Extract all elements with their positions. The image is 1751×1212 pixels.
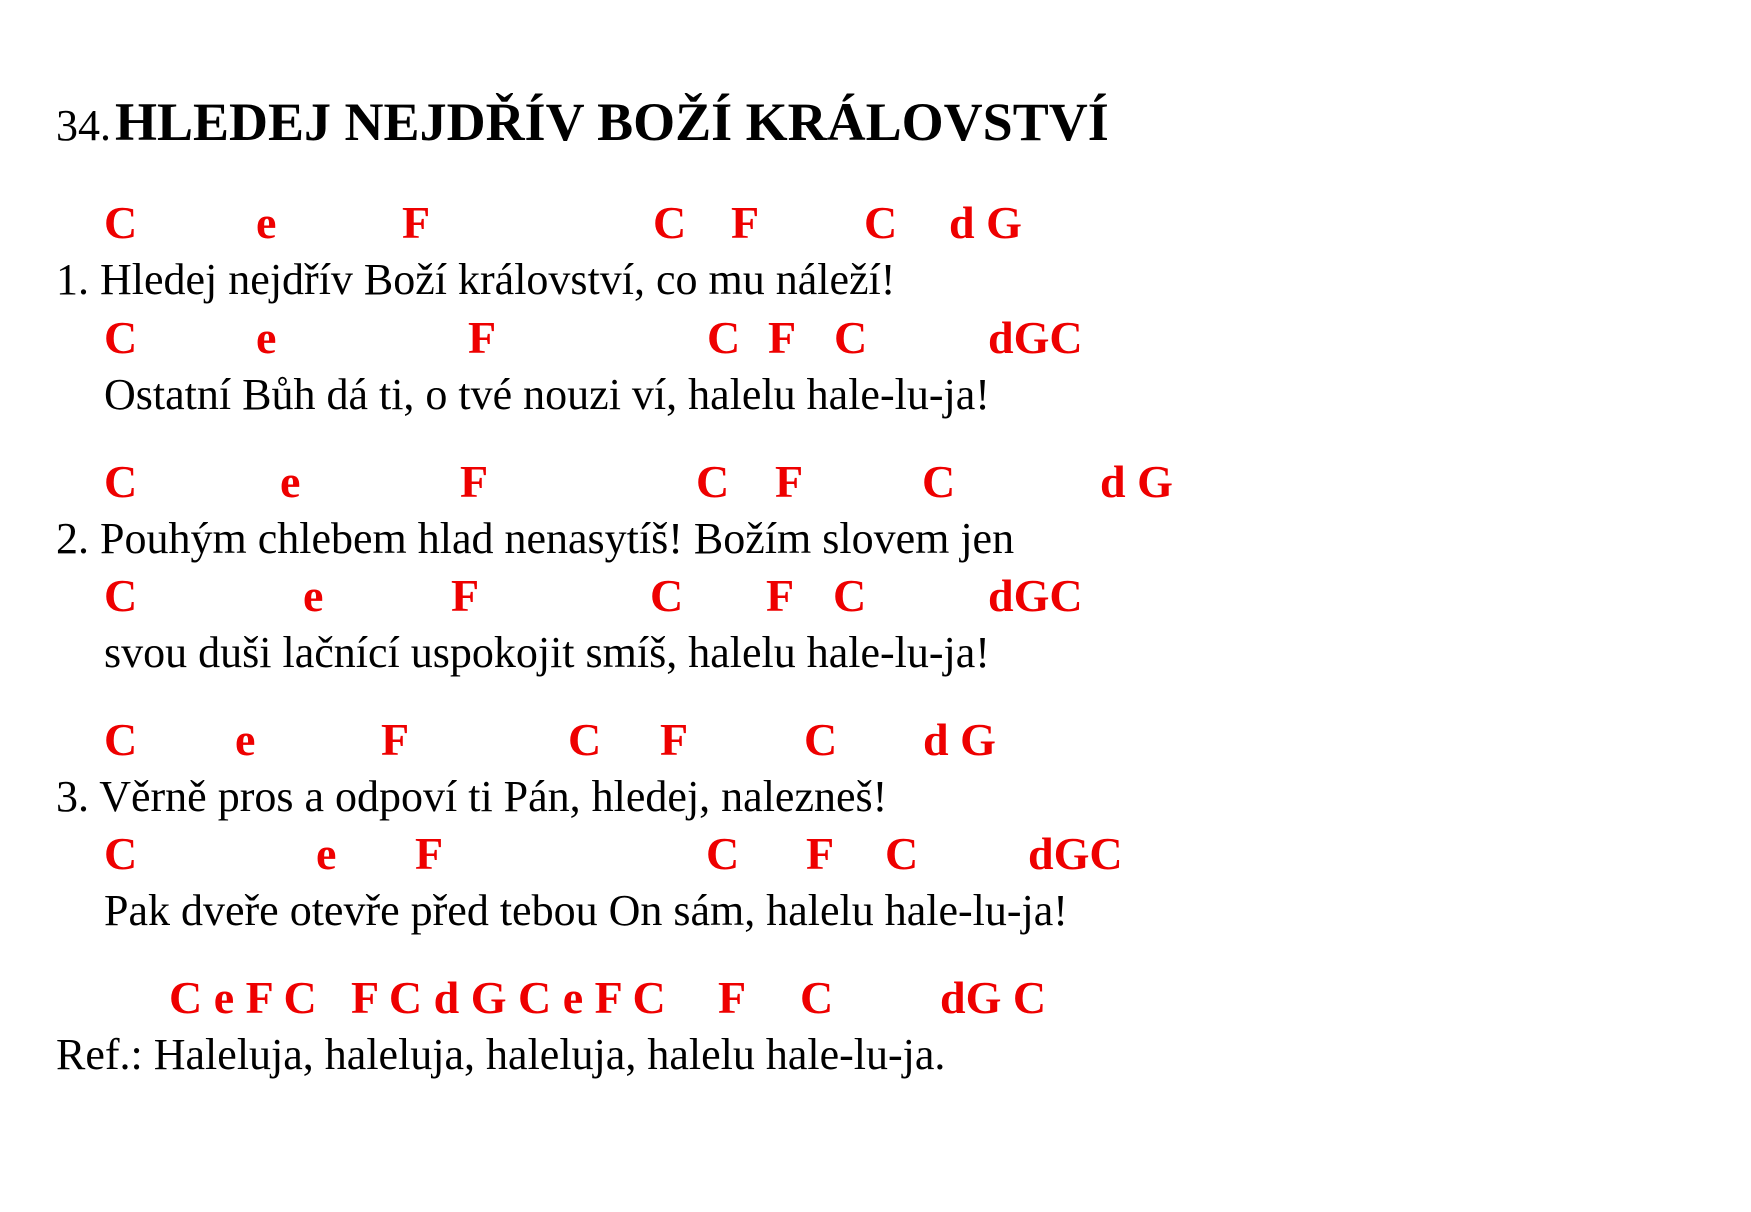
- chord: F: [381, 714, 410, 765]
- chord: C: [104, 197, 138, 248]
- chord: d G: [923, 714, 996, 765]
- chord: C: [804, 714, 838, 765]
- chord: F C d G C e F C: [351, 972, 666, 1023]
- chord: e: [256, 197, 277, 248]
- chord: F: [766, 570, 795, 621]
- chord: C: [104, 456, 138, 507]
- chord: C: [922, 456, 956, 507]
- chord: F: [718, 972, 747, 1023]
- chord: e: [303, 570, 324, 621]
- song-number: 34.: [56, 101, 111, 150]
- chord: C e F C: [169, 972, 317, 1023]
- chord: C: [706, 828, 740, 879]
- chord: dGC: [988, 312, 1083, 363]
- chord: C: [833, 570, 867, 621]
- chord: C: [104, 714, 138, 765]
- chord: F: [806, 828, 835, 879]
- verse-2-line-1: 2. Pouhým chlebem hlad nenasytíš! Božím slovem jen: [56, 514, 1015, 563]
- chord: dGC: [1028, 828, 1123, 879]
- chord: C: [707, 312, 741, 363]
- chord: C: [696, 456, 730, 507]
- chord: F: [402, 197, 431, 248]
- chord: F: [460, 456, 489, 507]
- chord: e: [256, 312, 277, 363]
- chord: C: [653, 197, 687, 248]
- chord: C: [885, 828, 919, 879]
- refrain-line: Ref.: Haleluja, haleluja, haleluja, halelu hale-lu-ja.: [56, 1030, 946, 1079]
- chord: dGC: [988, 570, 1083, 621]
- chord: F: [660, 714, 689, 765]
- chord: C: [104, 570, 138, 621]
- chord: e: [235, 714, 256, 765]
- song-title-text: HLEDEJ NEJDŘÍV BOŽÍ KRÁLOVSTVÍ: [115, 92, 1109, 152]
- chord: F: [731, 197, 760, 248]
- verse-1-line-1: 1. Hledej nejdřív Boží království, co mu náleží!: [56, 255, 896, 304]
- verse-3-line-1: 3. Věrně pros a odpoví ti Pán, hledej, nalezneš!: [56, 772, 888, 821]
- chord: C: [834, 312, 868, 363]
- verse-2-line-2: svou duši lačnící uspokojit smíš, halelu hale-lu-ja!: [104, 628, 990, 677]
- chord: C: [104, 312, 138, 363]
- chord: C: [864, 197, 898, 248]
- chord: F: [451, 570, 480, 621]
- chord: C: [650, 570, 684, 621]
- chord: d G: [949, 197, 1022, 248]
- chord: F: [415, 828, 444, 879]
- chord: C: [104, 828, 138, 879]
- chord: d G: [1100, 456, 1173, 507]
- chord: F: [775, 456, 804, 507]
- chord: C: [800, 972, 834, 1023]
- verse-3-line-2: Pak dveře otevře před tebou On sám, halelu hale-lu-ja!: [104, 886, 1068, 935]
- chord: dG C: [940, 972, 1047, 1023]
- chord: F: [768, 312, 797, 363]
- verse-1-line-2: Ostatní Bůh dá ti, o tvé nouzi ví, halelu hale-lu-ja!: [104, 370, 990, 419]
- chord: C: [568, 714, 602, 765]
- chord: e: [280, 456, 301, 507]
- chord: F: [468, 312, 497, 363]
- song-title: [56, 92, 1109, 152]
- chord: e: [316, 828, 337, 879]
